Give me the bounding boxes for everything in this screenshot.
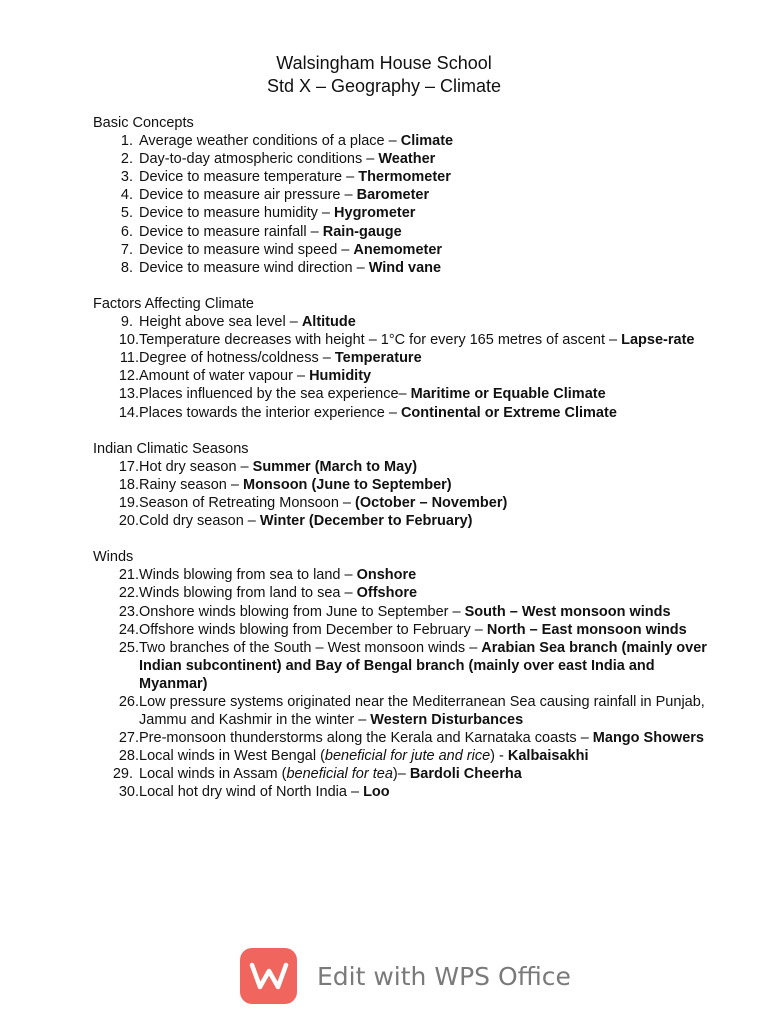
list-item bbox=[93, 186, 713, 204]
list-item bbox=[93, 476, 713, 494]
document-title: Std X – Geography – Climate bbox=[266, 76, 502, 96]
item-text bbox=[139, 693, 713, 729]
item-answer: Thermometer bbox=[358, 169, 451, 186]
item-answer: Barometer bbox=[356, 187, 430, 204]
item-number: 26. bbox=[118, 694, 139, 710]
item-answer: Bardoli Cheerha bbox=[409, 766, 522, 783]
item-number: 28. bbox=[118, 748, 139, 765]
item-text bbox=[139, 313, 713, 331]
list-item bbox=[93, 204, 713, 222]
item-number: 8. bbox=[120, 259, 133, 276]
item-list bbox=[93, 132, 713, 277]
item-question: Degree of hotness/coldness – bbox=[139, 350, 335, 367]
item-answer: North – East monsoon winds bbox=[486, 621, 687, 638]
item-list bbox=[93, 313, 713, 422]
item-answer: Maritime or Equable Climate bbox=[410, 386, 606, 403]
list-item bbox=[93, 132, 713, 150]
list-item bbox=[93, 385, 713, 403]
item-answer: Kalbaisakhi bbox=[507, 748, 589, 765]
item-answer: Rain-gauge bbox=[322, 223, 402, 240]
item-answer: Arabian Sea branch (mainly over Indian subcontinent) and Bay of Bengal branch (mainly over east India and Myanmar) bbox=[139, 639, 707, 692]
list-item bbox=[93, 603, 713, 621]
list-item bbox=[93, 367, 713, 385]
item-answer: Weather bbox=[378, 151, 436, 168]
item-number: 19. bbox=[118, 494, 139, 511]
list-item bbox=[93, 765, 713, 783]
wps-logo-icon[interactable] bbox=[240, 948, 297, 1004]
item-number: 20. bbox=[118, 513, 139, 530]
document-header bbox=[0, 52, 768, 98]
item-answer: Humidity bbox=[309, 368, 372, 385]
item-answer: Wind vane bbox=[368, 259, 442, 276]
item-text bbox=[139, 168, 713, 186]
list-item bbox=[93, 639, 713, 693]
item-number: 21. bbox=[118, 567, 139, 584]
item-question-end: ) - bbox=[490, 748, 508, 765]
item-answer: Hygrometer bbox=[334, 205, 416, 222]
item-number: 1. bbox=[120, 133, 133, 150]
item-question: Pre-monsoon thunderstorms along the Kerala and Karnataka coasts – bbox=[139, 730, 593, 747]
item-text bbox=[139, 186, 713, 204]
item-question: Offshore winds blowing from December to February – bbox=[139, 621, 487, 638]
school-name: Walsingham House School bbox=[276, 53, 492, 73]
item-question: Height above sea level – bbox=[139, 314, 302, 331]
section-basic-concepts bbox=[93, 114, 713, 277]
item-text bbox=[139, 476, 713, 494]
item-answer: South – West monsoon winds bbox=[464, 603, 671, 620]
item-question: Local winds in Assam ( bbox=[139, 766, 287, 783]
item-question: Cold dry season – bbox=[139, 513, 260, 530]
item-answer: Winter (December to February) bbox=[259, 513, 473, 530]
item-text bbox=[139, 132, 713, 150]
item-text bbox=[139, 150, 713, 168]
item-question: Amount of water vapour – bbox=[139, 368, 310, 385]
item-number: 13. bbox=[118, 386, 139, 403]
list-item bbox=[93, 783, 713, 801]
list-item bbox=[93, 168, 713, 186]
item-text bbox=[139, 259, 713, 277]
item-number: 29. bbox=[112, 766, 133, 783]
item-answer: Offshore bbox=[356, 585, 418, 602]
section-title: Basic Concepts bbox=[93, 115, 194, 131]
item-question: Hot dry season – bbox=[139, 458, 253, 475]
item-text bbox=[139, 241, 713, 259]
item-question: Device to measure temperature – bbox=[139, 169, 359, 186]
item-question: Winds blowing from land to sea – bbox=[139, 585, 357, 602]
section-winds bbox=[93, 548, 713, 801]
list-item bbox=[93, 349, 713, 367]
item-question: Local hot dry wind of North India – bbox=[139, 784, 364, 801]
list-item bbox=[93, 584, 713, 602]
item-answer: Altitude bbox=[301, 314, 356, 331]
item-number: 30. bbox=[118, 784, 139, 801]
wps-edit-banner[interactable] bbox=[240, 948, 571, 1004]
item-question: Rainy season – bbox=[139, 476, 243, 493]
item-text bbox=[139, 494, 713, 512]
item-text bbox=[139, 512, 713, 530]
item-question: Season of Retreating Monsoon – bbox=[139, 494, 356, 511]
list-item bbox=[93, 512, 713, 530]
list-item bbox=[93, 313, 713, 331]
item-question: Onshore winds blowing from June to September – bbox=[139, 603, 465, 620]
list-item bbox=[93, 693, 713, 729]
item-answer: Western Disturbances bbox=[370, 712, 524, 729]
item-text bbox=[139, 747, 713, 765]
item-number: 18. bbox=[118, 476, 139, 493]
item-number: 27. bbox=[118, 730, 139, 747]
item-text bbox=[139, 204, 713, 222]
item-question: Device to measure wind speed – bbox=[139, 241, 354, 258]
item-text bbox=[139, 765, 713, 783]
item-text bbox=[139, 458, 713, 476]
item-text bbox=[139, 566, 713, 584]
item-number: 14. bbox=[118, 404, 139, 421]
item-text bbox=[139, 603, 713, 621]
item-number: 5. bbox=[120, 205, 133, 222]
document-body bbox=[93, 114, 713, 820]
item-question: Device to measure wind direction – bbox=[139, 259, 369, 276]
item-answer: (October – November) bbox=[355, 494, 508, 511]
item-question: Winds blowing from sea to land – bbox=[139, 567, 357, 584]
item-text bbox=[139, 331, 713, 349]
item-answer: Onshore bbox=[356, 567, 417, 584]
item-text bbox=[139, 367, 713, 385]
list-item bbox=[93, 223, 713, 241]
item-answer: Continental or Extreme Climate bbox=[400, 404, 617, 421]
item-question: Device to measure air pressure – bbox=[139, 187, 357, 204]
item-text bbox=[139, 349, 713, 367]
item-number: 25. bbox=[118, 639, 139, 656]
item-number: 22. bbox=[118, 585, 139, 602]
list-item bbox=[93, 331, 713, 349]
item-answer: Loo bbox=[363, 784, 390, 801]
item-question: Low pressure systems originated near the Mediterranean Sea causing rainfall in Punjab, Jammu and Kashmir in the winter – bbox=[139, 694, 705, 729]
item-question: Device to measure rainfall – bbox=[139, 223, 323, 240]
item-answer: Summer (March to May) bbox=[252, 458, 418, 475]
item-question: Local winds in West Bengal ( bbox=[139, 748, 325, 765]
item-list bbox=[93, 566, 713, 801]
section-title: Indian Climatic Seasons bbox=[93, 440, 249, 457]
item-number: 3. bbox=[120, 169, 133, 186]
item-number: 4. bbox=[120, 187, 133, 204]
list-item bbox=[93, 494, 713, 512]
item-text bbox=[139, 621, 713, 639]
item-question: Places influenced by the sea experience– bbox=[139, 386, 411, 403]
item-number: 17. bbox=[118, 458, 139, 475]
list-item bbox=[93, 259, 713, 277]
item-number: 24. bbox=[118, 621, 139, 638]
item-number: 23. bbox=[118, 603, 139, 620]
item-question: Temperature decreases with height – 1°C for every 165 metres of ascent – bbox=[139, 332, 622, 349]
item-number: 12. bbox=[118, 368, 139, 385]
item-answer: Monsoon (June to September) bbox=[242, 476, 452, 493]
item-answer: Climate bbox=[400, 133, 454, 150]
list-item bbox=[93, 729, 713, 747]
item-question: Places towards the interior experience – bbox=[139, 404, 401, 421]
item-answer: Anemometer bbox=[353, 241, 443, 258]
item-text bbox=[139, 639, 713, 693]
item-answer: Lapse-rate bbox=[621, 332, 695, 349]
item-question: Day-to-day atmospheric conditions – bbox=[139, 151, 379, 168]
wps-w-glyph bbox=[249, 960, 289, 992]
item-note: beneficial for jute and rice bbox=[324, 748, 491, 765]
item-question: Average weather conditions of a place – bbox=[139, 133, 401, 150]
item-number: 11. bbox=[119, 350, 139, 367]
list-item bbox=[93, 566, 713, 584]
section-indian-climatic-seasons bbox=[93, 440, 713, 530]
item-text bbox=[139, 223, 713, 241]
list-item bbox=[93, 241, 713, 259]
item-number: 10. bbox=[118, 332, 139, 349]
wps-edit-label[interactable]: Edit with WPS Office bbox=[317, 961, 571, 991]
item-number: 9. bbox=[120, 314, 133, 331]
item-question: Device to measure humidity – bbox=[139, 205, 335, 222]
item-list bbox=[93, 458, 713, 530]
list-item bbox=[93, 404, 713, 422]
item-text bbox=[139, 783, 713, 801]
item-answer: Mango Showers bbox=[592, 730, 704, 747]
section-title: Factors Affecting Climate bbox=[93, 295, 254, 312]
list-item bbox=[93, 747, 713, 765]
item-number: 2. bbox=[120, 151, 133, 168]
list-item bbox=[93, 458, 713, 476]
item-text bbox=[139, 385, 713, 403]
item-question: Two branches of the South – West monsoon winds – bbox=[139, 639, 482, 656]
section-title: Winds bbox=[93, 549, 134, 566]
item-text bbox=[139, 404, 713, 422]
item-text bbox=[139, 584, 713, 602]
item-answer: Temperature bbox=[334, 350, 422, 367]
item-number: 7. bbox=[120, 241, 133, 258]
list-item bbox=[93, 150, 713, 168]
list-item bbox=[93, 621, 713, 639]
item-number: 6. bbox=[120, 223, 133, 240]
item-note: beneficial for tea bbox=[286, 766, 393, 783]
item-question-end: )– bbox=[392, 766, 410, 783]
item-text bbox=[139, 729, 713, 747]
section-factors-affecting-climate bbox=[93, 295, 713, 422]
